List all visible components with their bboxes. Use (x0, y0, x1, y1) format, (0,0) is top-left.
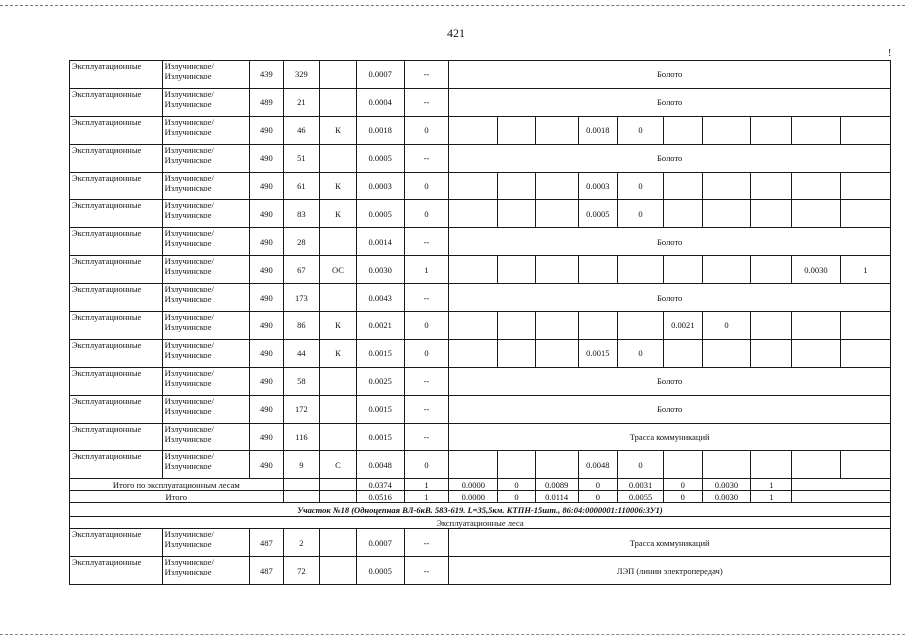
volume-cell: -- (404, 88, 449, 116)
section-header-row (70, 503, 891, 517)
totals-breakdown-cell: 0 (663, 479, 702, 491)
totals-volume: 1 (404, 479, 449, 491)
category-cell: Эксплуатационные (70, 557, 163, 585)
volume-cell: 0 (404, 116, 449, 144)
species-code-cell: К (320, 339, 357, 367)
totals-breakdown-cell: 0 (498, 479, 536, 491)
section-header: Участок №18 (Одноцепная ВЛ-6кВ. 583-619. L=35,5км. КТПН-15шт., 86:04:0000001:110006:ЗУ1) (70, 503, 891, 517)
area-cell: 0.0015 (356, 395, 404, 423)
quarter-cell: 490 (250, 339, 284, 367)
breakdown-cell (498, 256, 536, 284)
area-cell: 0.0014 (356, 228, 404, 256)
forestry-name: Излучинское/ (164, 312, 214, 323)
breakdown-cell (535, 256, 578, 284)
breakdown-cell (751, 116, 792, 144)
plot-cell: 86 (283, 312, 320, 340)
volume-cell: 0 (404, 451, 449, 479)
forestry-cell (162, 451, 249, 479)
breakdown-cell (498, 451, 536, 479)
volume-cell: -- (404, 144, 449, 172)
breakdown-cell (535, 200, 578, 228)
totals-empty-cell (320, 491, 357, 503)
totals-breakdown-cell: 0.0089 (535, 479, 578, 491)
species-code-cell (320, 88, 357, 116)
quarter-cell: 487 (250, 557, 284, 585)
forestry-cell (162, 256, 249, 284)
breakdown-cell (618, 256, 664, 284)
note-cell: Болото (449, 367, 891, 395)
species-code-cell: К (320, 172, 357, 200)
breakdown-cell: 0 (618, 116, 664, 144)
totals-area: 0.0374 (356, 479, 404, 491)
breakdown-cell (535, 312, 578, 340)
breakdown-cell: 0.0015 (578, 339, 618, 367)
forestry-name: Излучинское/ (164, 339, 214, 350)
volume-cell: 0 (404, 200, 449, 228)
district-forestry-name: Излучинское (164, 294, 212, 305)
category-cell: Эксплуатационные (70, 228, 163, 256)
category-cell: Эксплуатационные (70, 256, 163, 284)
breakdown-cell: 1 (840, 256, 890, 284)
breakdown-cell (535, 172, 578, 200)
volume-cell: -- (404, 228, 449, 256)
totals-breakdown-cell: 1 (751, 479, 792, 491)
species-code-cell (320, 284, 357, 312)
breakdown-cell: 0 (702, 312, 751, 340)
area-cell: 0.0007 (356, 529, 404, 557)
plot-cell: 2 (283, 529, 320, 557)
species-code-cell (320, 228, 357, 256)
breakdown-cell (449, 312, 498, 340)
note-cell: Трасса коммуникаций (449, 529, 891, 557)
totals-breakdown-cell: 0.0114 (535, 491, 578, 503)
breakdown-cell: 0.0021 (663, 312, 702, 340)
breakdown-cell (702, 172, 751, 200)
breakdown-cell (663, 256, 702, 284)
forestry-name: Излучинское/ (164, 88, 214, 99)
area-cell: 0.0003 (356, 172, 404, 200)
area-cell: 0.0007 (356, 61, 404, 89)
scan-top-border (0, 5, 905, 6)
volume-cell: 0 (404, 172, 449, 200)
category-cell: Эксплуатационные (70, 367, 163, 395)
forestry-cell (162, 144, 249, 172)
category-cell: Эксплуатационные (70, 172, 163, 200)
quarter-cell: 490 (250, 172, 284, 200)
totals-empty-cell (792, 479, 891, 491)
margin-mark: ! (888, 48, 892, 59)
table-row (70, 312, 891, 340)
breakdown-cell: 0.0048 (578, 451, 618, 479)
area-cell: 0.0005 (356, 557, 404, 585)
area-cell: 0.0015 (356, 339, 404, 367)
forestry-cell (162, 312, 249, 340)
plot-cell: 44 (283, 339, 320, 367)
species-code-cell (320, 423, 357, 451)
breakdown-cell (751, 172, 792, 200)
breakdown-cell (498, 339, 536, 367)
category-cell: Эксплуатационные (70, 395, 163, 423)
district-forestry-name: Излучинское (164, 377, 212, 388)
district-forestry-name: Излучинское (164, 98, 212, 109)
category-cell: Эксплуатационные (70, 312, 163, 340)
forestry-cell (162, 339, 249, 367)
table-row (70, 144, 891, 172)
volume-cell: 1 (404, 256, 449, 284)
breakdown-cell (663, 172, 702, 200)
forestry-name: Излучинское/ (164, 529, 214, 540)
volume-cell: -- (404, 423, 449, 451)
breakdown-cell (578, 256, 618, 284)
totals-breakdown-cell: 0.0055 (618, 491, 664, 503)
totals-breakdown-cell: 1 (751, 491, 792, 503)
forestry-cell (162, 423, 249, 451)
forestry-name: Излучинское/ (164, 256, 214, 267)
forestry-name: Излучинское/ (164, 367, 214, 378)
breakdown-cell (792, 200, 841, 228)
table-row (70, 61, 891, 89)
category-cell: Эксплуатационные (70, 61, 163, 89)
table-row (70, 256, 891, 284)
totals-label: Итого по эксплуатационным лесам (70, 479, 284, 491)
forestry-name: Излучинское/ (164, 557, 214, 568)
subsection-header-row (70, 517, 891, 529)
breakdown-cell: 0.0018 (578, 116, 618, 144)
table-row (70, 451, 891, 479)
table-body-plot18 (70, 529, 891, 585)
plot-cell: 72 (283, 557, 320, 585)
breakdown-cell (535, 451, 578, 479)
totals-breakdown-cell: 0.0000 (449, 479, 498, 491)
area-cell: 0.0018 (356, 116, 404, 144)
quarter-cell: 490 (250, 284, 284, 312)
table-row (70, 228, 891, 256)
quarter-cell: 490 (250, 228, 284, 256)
quarter-cell: 490 (250, 256, 284, 284)
table-row (70, 557, 891, 585)
page-number: 421 (447, 26, 465, 40)
table-body-section (70, 503, 891, 529)
breakdown-cell (498, 312, 536, 340)
table-row (70, 339, 891, 367)
quarter-cell: 490 (250, 395, 284, 423)
species-code-cell: С (320, 451, 357, 479)
category-cell: Эксплуатационные (70, 339, 163, 367)
volume-cell: 0 (404, 312, 449, 340)
forestry-name: Излучинское/ (164, 451, 214, 462)
species-code-cell (320, 529, 357, 557)
quarter-cell: 490 (250, 200, 284, 228)
subsection-header: Эксплуатационные леса (70, 517, 891, 529)
breakdown-cell (449, 172, 498, 200)
forestry-cell (162, 228, 249, 256)
plot-cell: 83 (283, 200, 320, 228)
note-cell: Болото (449, 395, 891, 423)
breakdown-cell (498, 116, 536, 144)
quarter-cell: 489 (250, 88, 284, 116)
breakdown-cell: 0.0003 (578, 172, 618, 200)
breakdown-cell (702, 339, 751, 367)
volume-cell: -- (404, 395, 449, 423)
totals-area: 0.0516 (356, 491, 404, 503)
forestry-cell (162, 88, 249, 116)
totals-empty-cell (283, 491, 320, 503)
area-cell: 0.0021 (356, 312, 404, 340)
forestry-name: Излучинское/ (164, 395, 214, 406)
forestry-cell (162, 116, 249, 144)
species-code-cell (320, 395, 357, 423)
quarter-cell: 490 (250, 116, 284, 144)
forestry-name: Излучинское/ (164, 423, 214, 434)
forestry-cell (162, 200, 249, 228)
table-body-totals (70, 479, 891, 503)
breakdown-cell (702, 451, 751, 479)
district-forestry-name: Излучинское (164, 182, 212, 193)
quarter-cell: 490 (250, 144, 284, 172)
forest-plots-table (69, 60, 891, 585)
table-row (70, 88, 891, 116)
forestry-cell (162, 172, 249, 200)
forestry-name: Излучинское/ (164, 228, 214, 239)
plot-cell: 173 (283, 284, 320, 312)
volume-cell: -- (404, 61, 449, 89)
breakdown-cell (449, 116, 498, 144)
breakdown-cell (792, 172, 841, 200)
district-forestry-name: Излучинское (164, 266, 212, 277)
forestry-cell (162, 367, 249, 395)
breakdown-cell: 0 (618, 200, 664, 228)
species-code-cell: ОС (320, 256, 357, 284)
note-cell: Болото (449, 88, 891, 116)
table-body-main (70, 61, 891, 479)
breakdown-cell (840, 172, 890, 200)
plot-cell: 51 (283, 144, 320, 172)
totals-label: Итого (70, 491, 284, 503)
totals-breakdown-cell: 0.0030 (702, 491, 751, 503)
table-row (70, 367, 891, 395)
totals-breakdown-cell: 0.0031 (618, 479, 664, 491)
breakdown-cell (663, 339, 702, 367)
volume-cell: -- (404, 367, 449, 395)
area-cell: 0.0004 (356, 88, 404, 116)
species-code-cell: К (320, 312, 357, 340)
table-row (70, 116, 891, 144)
breakdown-cell (751, 451, 792, 479)
breakdown-cell (840, 312, 890, 340)
plot-cell: 67 (283, 256, 320, 284)
district-forestry-name: Излучинское (164, 349, 212, 360)
plot-cell: 21 (283, 88, 320, 116)
category-cell: Эксплуатационные (70, 144, 163, 172)
district-forestry-name: Излучинское (164, 405, 212, 416)
breakdown-cell (840, 339, 890, 367)
district-forestry-name: Излучинское (164, 238, 212, 249)
breakdown-cell (535, 339, 578, 367)
breakdown-cell (840, 116, 890, 144)
forestry-name: Излучинское/ (164, 284, 214, 295)
breakdown-cell (449, 200, 498, 228)
plot-cell: 9 (283, 451, 320, 479)
district-forestry-name: Излучинское (164, 322, 212, 333)
breakdown-cell (449, 256, 498, 284)
totals-row (70, 479, 891, 491)
volume-cell: 0 (404, 339, 449, 367)
breakdown-cell (792, 339, 841, 367)
note-cell: Болото (449, 61, 891, 89)
breakdown-cell (498, 172, 536, 200)
area-cell: 0.0030 (356, 256, 404, 284)
quarter-cell: 439 (250, 61, 284, 89)
plot-cell: 58 (283, 367, 320, 395)
species-code-cell: К (320, 116, 357, 144)
breakdown-cell (663, 116, 702, 144)
totals-empty-cell (792, 491, 891, 503)
species-code-cell (320, 61, 357, 89)
note-cell: Болото (449, 144, 891, 172)
district-forestry-name: Излучинское (164, 210, 212, 221)
breakdown-cell (840, 200, 890, 228)
quarter-cell: 487 (250, 529, 284, 557)
district-forestry-name: Излучинское (164, 433, 212, 444)
breakdown-cell (792, 451, 841, 479)
forestry-cell (162, 61, 249, 89)
forestry-name: Излучинское/ (164, 61, 214, 71)
note-cell: Болото (449, 228, 891, 256)
scan-bottom-border (0, 634, 905, 635)
category-cell: Эксплуатационные (70, 423, 163, 451)
district-forestry-name: Излучинское (164, 539, 212, 550)
table-row (70, 284, 891, 312)
note-cell: Трасса коммуникаций (449, 423, 891, 451)
district-forestry-name: Излучинское (164, 567, 212, 578)
district-forestry-name: Излучинское (164, 71, 212, 81)
quarter-cell: 490 (250, 367, 284, 395)
volume-cell: -- (404, 557, 449, 585)
forestry-name: Излучинское/ (164, 116, 214, 127)
breakdown-cell: 0 (618, 451, 664, 479)
area-cell: 0.0025 (356, 367, 404, 395)
quarter-cell: 490 (250, 423, 284, 451)
species-code-cell (320, 367, 357, 395)
breakdown-cell (449, 339, 498, 367)
breakdown-cell (618, 312, 664, 340)
totals-volume: 1 (404, 491, 449, 503)
breakdown-cell (751, 256, 792, 284)
breakdown-cell (751, 312, 792, 340)
table-row (70, 200, 891, 228)
breakdown-cell (663, 451, 702, 479)
category-cell: Эксплуатационные (70, 529, 163, 557)
breakdown-cell (792, 312, 841, 340)
forestry-cell (162, 284, 249, 312)
plot-cell: 116 (283, 423, 320, 451)
species-code-cell (320, 144, 357, 172)
area-cell: 0.0043 (356, 284, 404, 312)
breakdown-cell: 0 (618, 172, 664, 200)
category-cell: Эксплуатационные (70, 451, 163, 479)
forestry-name: Излучинское/ (164, 200, 214, 211)
forestry-cell (162, 529, 249, 557)
breakdown-cell (702, 116, 751, 144)
plot-cell: 28 (283, 228, 320, 256)
species-code-cell: К (320, 200, 357, 228)
forestry-name: Излучинское/ (164, 172, 214, 183)
breakdown-cell (578, 312, 618, 340)
area-cell: 0.0048 (356, 451, 404, 479)
breakdown-cell: 0 (618, 339, 664, 367)
category-cell: Эксплуатационные (70, 88, 163, 116)
totals-breakdown-cell: 0 (578, 479, 618, 491)
volume-cell: -- (404, 284, 449, 312)
totals-empty-cell (320, 479, 357, 491)
table-row (70, 529, 891, 557)
area-cell: 0.0015 (356, 423, 404, 451)
forestry-cell (162, 395, 249, 423)
breakdown-cell: 0.0005 (578, 200, 618, 228)
quarter-cell: 490 (250, 312, 284, 340)
totals-empty-cell (283, 479, 320, 491)
breakdown-cell (702, 200, 751, 228)
breakdown-cell (751, 200, 792, 228)
species-code-cell (320, 557, 357, 585)
breakdown-cell (498, 200, 536, 228)
district-forestry-name: Излучинское (164, 154, 212, 165)
totals-breakdown-cell: 0.0000 (449, 491, 498, 503)
volume-cell: -- (404, 529, 449, 557)
district-forestry-name: Излучинское (164, 126, 212, 137)
breakdown-cell (663, 200, 702, 228)
forestry-cell (162, 557, 249, 585)
breakdown-cell: 0.0030 (792, 256, 841, 284)
quarter-cell: 490 (250, 451, 284, 479)
breakdown-cell (702, 256, 751, 284)
plot-cell: 46 (283, 116, 320, 144)
forestry-name: Излучинское/ (164, 144, 214, 155)
totals-breakdown-cell: 0 (663, 491, 702, 503)
note-cell: Болото (449, 284, 891, 312)
breakdown-cell (840, 451, 890, 479)
plot-cell: 61 (283, 172, 320, 200)
note-cell: ЛЭП (линии электропередач) (449, 557, 891, 585)
plot-cell: 329 (283, 61, 320, 89)
plot-cell: 172 (283, 395, 320, 423)
category-cell: Эксплуатационные (70, 116, 163, 144)
table-row (70, 423, 891, 451)
totals-row (70, 491, 891, 503)
table-row (70, 172, 891, 200)
category-cell: Эксплуатационные (70, 284, 163, 312)
table-row (70, 395, 891, 423)
breakdown-cell (751, 339, 792, 367)
area-cell: 0.0005 (356, 144, 404, 172)
totals-breakdown-cell: 0 (578, 491, 618, 503)
totals-breakdown-cell: 0.0030 (702, 479, 751, 491)
breakdown-cell (449, 451, 498, 479)
totals-breakdown-cell: 0 (498, 491, 536, 503)
district-forestry-name: Излучинское (164, 461, 212, 472)
breakdown-cell (535, 116, 578, 144)
category-cell: Эксплуатационные (70, 200, 163, 228)
area-cell: 0.0005 (356, 200, 404, 228)
breakdown-cell (792, 116, 841, 144)
